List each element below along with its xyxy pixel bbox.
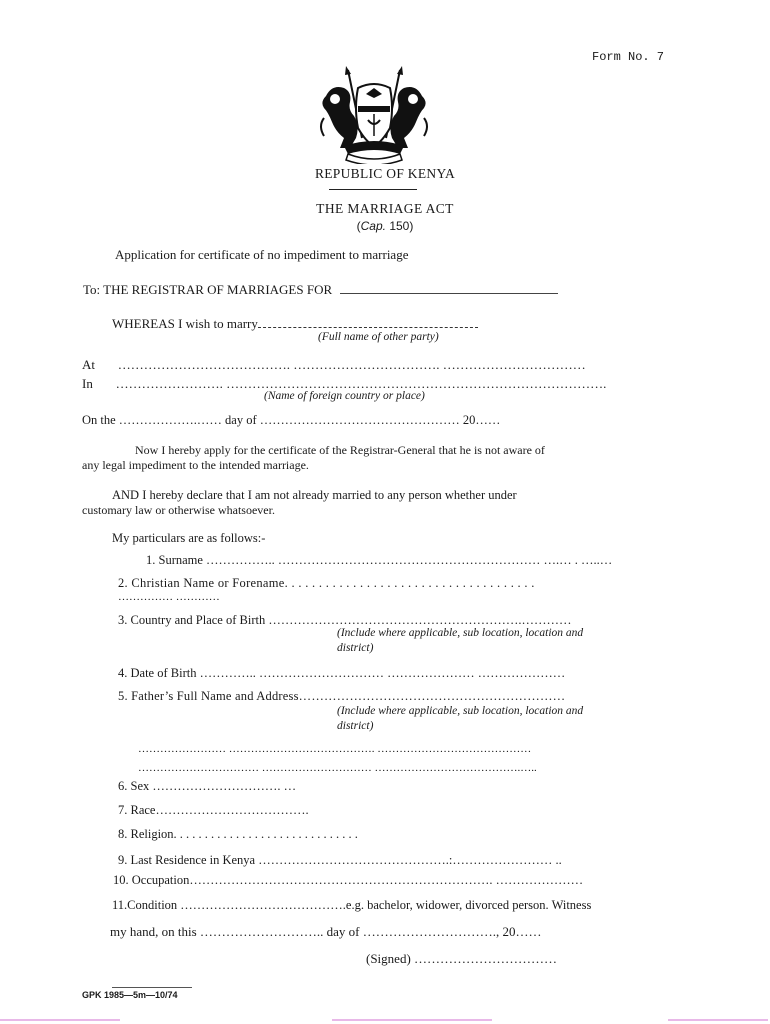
cap-reference: (Cap. 150): [356, 219, 414, 233]
race-field[interactable]: 7. Race……………………………….: [118, 803, 309, 817]
heading-divider: [329, 189, 417, 190]
father-address-line-2[interactable]: …………………………… ………………………… ………………………………….…..: [138, 762, 537, 774]
witness-line[interactable]: my hand, on this ……………………….. day of …………………………., 20……: [110, 924, 542, 939]
father-details-field[interactable]: 5. Father’s Full Name and Address………………………………………………………: [118, 689, 566, 703]
date-line[interactable]: On the ……………….…… day of ………………………………………… 20……: [82, 413, 501, 427]
forename-field-continued[interactable]: …………… …………: [118, 591, 220, 603]
in-label: In: [82, 376, 93, 391]
forename-field[interactable]: 2. Christian Name or Forename. . . . . . . . . . . . . . . . . . . . . . . . . . . . . . . . . . . . .: [118, 576, 535, 590]
other-party-name-field[interactable]: [258, 317, 478, 328]
birthplace-field[interactable]: 3. Country and Place of Birth …………………………………………………….…………: [118, 613, 572, 627]
foreign-country-hint: (Name of foreign country or place): [264, 390, 425, 402]
printer-code-rule: [112, 987, 192, 988]
father-address-hint-line-2: district): [337, 720, 374, 732]
religion-field[interactable]: 8. Religion. . . . . . . . . . . . . . . . . . . . . . . . . . . . . .: [118, 827, 358, 841]
other-party-hint: (Full name of other party): [318, 331, 439, 343]
date-of-birth-field[interactable]: 4. Date of Birth ………….. ………………………… ………………… …………………: [118, 666, 566, 680]
application-paragraph-line-1: Now I hereby apply for the certificate of the Registrar-General that he is not aware of: [135, 443, 545, 457]
form-number: Form No. 7: [592, 50, 665, 64]
sex-field[interactable]: 6. Sex …………………………. …: [118, 779, 297, 793]
occupation-field[interactable]: 10. Occupation………………………………………………………………. …………………: [113, 873, 584, 887]
page-edge-mark-center: [332, 1019, 492, 1021]
form-title: Application for certificate of no impediment to marriage: [115, 247, 409, 262]
in-country-field[interactable]: ……………………. …………………………………………………………………………….: [115, 376, 607, 391]
at-place-field[interactable]: …………………………………. ……………………………. ……………………………: [117, 357, 586, 372]
cap-number: 150: [389, 219, 410, 233]
application-paragraph-line-2: any legal impediment to the intended marriage.: [82, 458, 309, 472]
printer-code: GPK 1985—5m—10/74: [82, 990, 178, 1000]
registrar-label: To: THE REGISTRAR OF MARRIAGES FOR: [83, 282, 333, 297]
cap-label: Cap.: [360, 219, 386, 233]
page-edge-mark-left: [0, 1019, 120, 1021]
page-edge-mark-right: [668, 1019, 768, 1021]
act-heading: THE MARRIAGE ACT: [316, 201, 454, 216]
signature-line[interactable]: (Signed) ……………………………: [366, 951, 558, 966]
birthplace-hint-line-1: (Include where applicable, sub location, location and: [337, 627, 584, 639]
birthplace-hint-line-2: district): [337, 642, 374, 654]
whereas-line: [112, 316, 478, 332]
surname-field[interactable]: 1. Surname …………….. ……………………………………………………… ….… . …..…: [146, 553, 613, 567]
coat-of-arms-emblem: [318, 66, 430, 164]
at-label: At: [82, 357, 95, 372]
condition-field[interactable]: 11.Condition ………………………………….e.g. bachelor, widower, divorced person. Witness: [112, 898, 592, 912]
last-residence-field[interactable]: 9. Last Residence in Kenya ……………………………………….:…………………… ..: [118, 853, 562, 867]
republic-heading: REPUBLIC OF KENYA: [314, 166, 456, 181]
declaration-paragraph-line-1: AND I hereby declare that I am not already married to any person whether under: [112, 488, 517, 502]
at-line: [82, 357, 586, 373]
particulars-intro: My particulars are as follows:-: [112, 531, 266, 545]
declaration-paragraph-line-2: customary law or otherwise whatsoever.: [82, 503, 275, 517]
registrar-district-field[interactable]: [340, 283, 558, 294]
father-address-hint-line-1: (Include where applicable, sub location, location and: [337, 705, 584, 717]
father-address-line-1[interactable]: …………………… …………………………………. ……………………………………: [138, 743, 532, 755]
registrar-line: [83, 282, 558, 298]
whereas-label: WHEREAS I wish to marry: [112, 316, 258, 331]
